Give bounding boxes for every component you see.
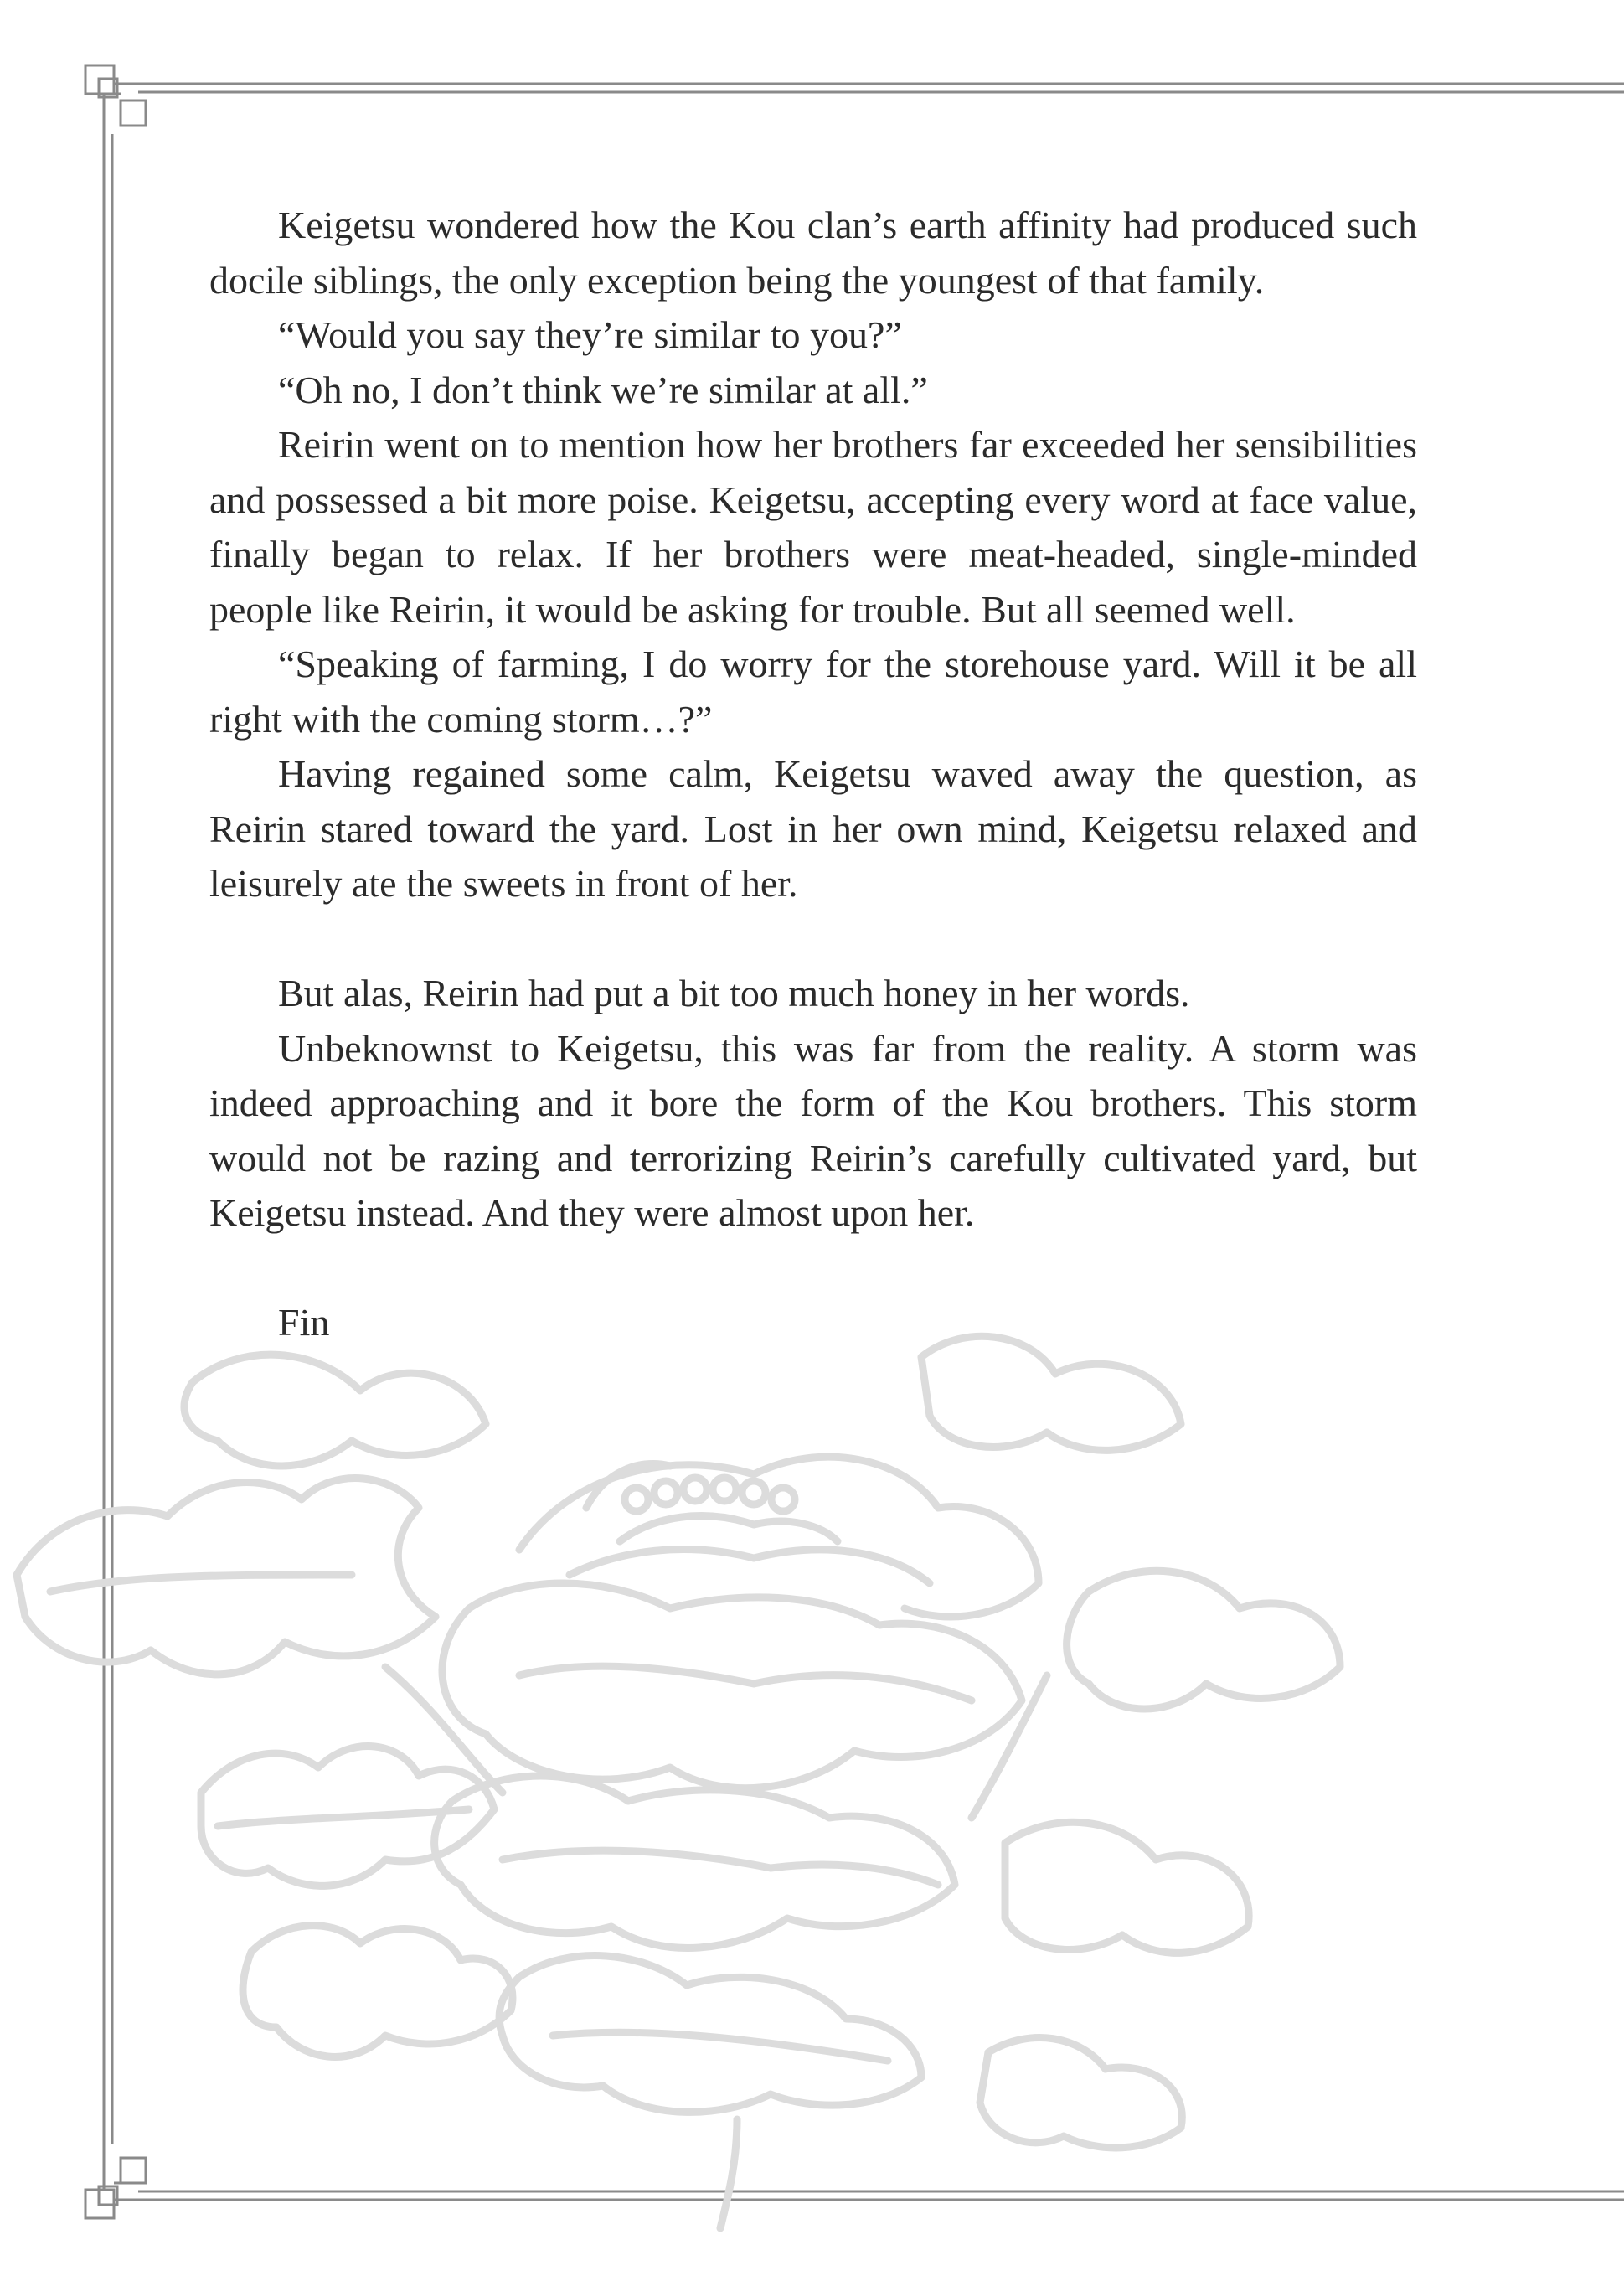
paragraph: Unbeknownst to Keigetsu, this was far from the reality. A storm was indeed approaching and it bore the form of the Kou brothers. This storm would not be razing and terrorizing Reirin’s carefully cultivated yard, but Keigetsu instead. And they were almost upon her. xyxy=(209,1026,1417,1234)
paragraph: Reirin went on to mention how her brothers far exceeded her sensibilities and possessed a bit more poise. Keigetsu, accepting every word at face value, finally began to relax. If her brothers were meat-headed, single-minded people like Reirin, it would be asking for trouble. But all seemed well. xyxy=(209,423,1417,631)
paragraph: But alas, Reirin had put a bit too much honey in her words. xyxy=(278,972,1190,1014)
closing-text: Fin xyxy=(278,1301,330,1344)
paragraph: Having regained some calm, Keigetsu waved away the question, as Reirin stared toward the yard. Lost in her own mind, Keigetsu relaxed and leisurely ate the sweets in front of her. xyxy=(209,752,1417,905)
paragraph: “Speaking of farming, I do worry for the storehouse yard. Will it be all right with the coming storm…?” xyxy=(209,642,1417,741)
story-text xyxy=(209,198,1417,1350)
paragraph: Keigetsu wondered how the Kou clan’s earth affinity had produced such docile siblings, the only exception being the youngest of that family. xyxy=(209,204,1417,302)
paragraph: “Would you say they’re similar to you?” xyxy=(278,313,902,356)
paragraph: “Oh no, I don’t think we’re similar at all.” xyxy=(278,368,928,411)
